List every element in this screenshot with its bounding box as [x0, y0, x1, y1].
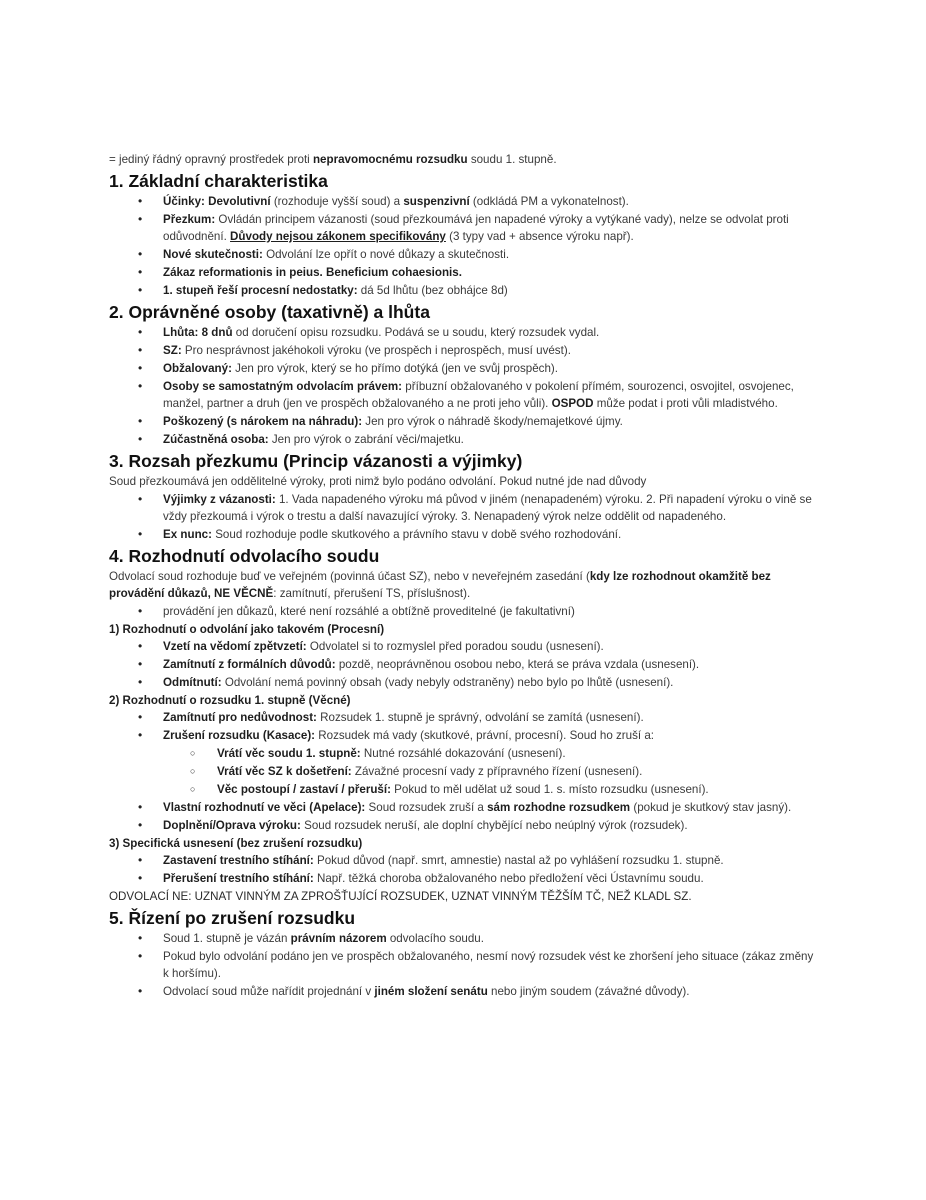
item-text: Odvolání nemá povinný obsah (vady nebyly odstraněny) nebo bylo po lhůtě (usnesení). — [221, 676, 674, 689]
item-text: Jen pro výrok o zabrání věci/majetku. — [268, 433, 464, 446]
intro-text-part: soudu 1. stupně. — [467, 153, 557, 166]
subheading-procedural: 1) Rozhodnutí o odvolání jako takovém (Procesní) — [109, 623, 385, 636]
item-text: Pro nesprávnost jakéhokoli výroku (ve prospěch i neprospěch, musí uvést). — [181, 344, 571, 357]
list-item — [163, 870, 821, 887]
paragraph-text: Odvolací soud rozhoduje buď ve veřejném (povinná účast SZ), nebo v neveřejném zasedání ( — [109, 570, 590, 583]
item-text: nebo jiným soudem (závažné důvody). — [487, 985, 690, 998]
item-text: (pokud je skutkový stav jasný). — [630, 801, 792, 814]
bold-term: kdy lze rozhodnout okamžitě bez provádění důkazů, NE VĚCNĚ — [109, 570, 771, 600]
list-item — [163, 342, 821, 359]
list-item — [163, 656, 821, 673]
item-text: Odvolatel si to rozmyslel před poradou soudu (usnesení). — [306, 640, 604, 653]
item-text: Pokud důvod (např. smrt, amnestie) nastal až po vyhlášení rozsudku 1. stupně. — [313, 854, 724, 867]
bold-term: Zamítnutí z formálních důvodů: — [163, 658, 336, 671]
list-item — [163, 727, 821, 798]
item-text: Odvolací soud může nařídit projednání v — [163, 985, 375, 998]
item-text: Soud rozsudek neruší, ale doplní chybějící nebo neúplný výrok (rozsudek). — [300, 819, 688, 832]
item-text: Soud rozsudek zruší a — [365, 801, 488, 814]
list-item — [163, 378, 821, 412]
section-4-list — [109, 603, 821, 620]
list-item — [163, 526, 821, 543]
list-item — [163, 948, 821, 982]
bold-term: Vrátí věc soudu 1. stupně: — [217, 747, 361, 760]
item-text: dá 5d lhůtu (bez obhájce 8d) — [357, 284, 508, 297]
nested-list-item — [217, 745, 821, 762]
list-item — [163, 638, 821, 655]
paragraph-text: : zamítnutí, přerušení TS, příslušnost). — [273, 587, 471, 600]
item-text: Jen pro výrok, který se ho přímo dotýká (jen ve svůj prospěch). — [231, 362, 558, 375]
item-text: Nutné rozsáhlé dokazování (usnesení). — [360, 747, 566, 760]
section-1-list — [109, 193, 821, 299]
item-text: 1. Vada napadeného výroku má původ v jiném (nenapadeném) výroku. 2. Při napadení výroku o vině se vždy přezkoumá i výrok o trestu a další navazující výroky. 3. Nenapadený výrok nelze oddělit od napadeného. — [163, 493, 812, 523]
bold-term: právním názorem — [290, 932, 387, 945]
intro-text — [109, 151, 821, 168]
caps-note: ODVOLACÍ NE: UZNAT VINNÝM ZA ZPROŠŤUJÍCÍ ROZSUDEK, UZNAT VINNÝM TĚŽŠÍM TČ, NEŽ KLADL SZ. — [109, 890, 692, 903]
section-3-paragraph: Soud přezkoumává jen oddělitelné výroky, proti nimž bylo podáno odvolání. Pokud nutné jde nad důvody — [109, 475, 647, 488]
bold-term: sám rozhodne rozsudkem — [487, 801, 631, 814]
list-item — [163, 193, 821, 210]
section-2-list — [109, 324, 821, 448]
item-text: Jen pro výrok o náhradě škody/nemajetkové újmy. — [362, 415, 623, 428]
item-text: příbuzní obžalovaného v pokolení přímém, sourozenci, osvojitel, osvojenec, manžel, partner a druh (jen ve prospěch obžalovaného a ne proti jeho vůli). — [163, 380, 794, 410]
item-text: Pokud to měl udělat už soud 1. s. místo rozsudku (usnesení). — [390, 783, 709, 796]
substantive-list — [109, 709, 821, 834]
section-3-list — [109, 491, 821, 543]
item-text: odvolacího soudu. — [386, 932, 484, 945]
list-item — [163, 817, 821, 834]
section-3-heading: 3. Rozsah přezkumu (Princip vázanosti a výjimky) — [109, 451, 523, 471]
bold-term: Zastavení trestního stíhání: — [163, 854, 314, 867]
item-text: Soud 1. stupně je vázán — [163, 932, 291, 945]
bold-term: Vzetí na vědomí zpětvzetí: — [163, 640, 307, 653]
list-item — [163, 246, 821, 263]
item-text: Odvolání lze opřít o nové důkazy a skutečnosti. — [262, 248, 510, 261]
bold-term: OSPOD — [551, 397, 594, 410]
bold-term: suspenzivní — [403, 195, 470, 208]
bold-term: SZ: — [163, 344, 182, 357]
bold-term: Zákaz reformationis in peius. Beneficium cohaesionis. — [163, 266, 462, 279]
item-text: Rozsudek 1. stupně je správný, odvolání se zamítá (usnesení). — [316, 711, 644, 724]
list-item — [163, 799, 821, 816]
list-item — [163, 282, 821, 299]
bold-term: jiném složení senátu — [374, 985, 488, 998]
nested-list-item — [217, 763, 821, 780]
item-text: Pokud bylo odvolání podáno jen ve prospěch obžalovaného, nesmí nový rozsudek vést ke zhoršení jeho situace (zákaz změny k horšímu). — [163, 950, 814, 980]
list-item — [163, 431, 821, 448]
item-text: Rozsudek má vady (skutkové, právní, procesní). Soud ho zruší a: — [315, 729, 654, 742]
bold-term: Lhůta: 8 dnů — [163, 326, 233, 339]
bold-term: 1. stupeň řeší procesní nedostatky: — [163, 284, 358, 297]
list-item — [163, 674, 821, 691]
bold-term: Doplnění/Oprava výroku: — [163, 819, 301, 832]
list-item — [163, 413, 821, 430]
bold-term: Vrátí věc SZ k došetření: — [217, 765, 352, 778]
bold-term: Vlastní rozhodnutí ve věci (Apelace): — [163, 801, 366, 814]
item-text: Soud rozhoduje podle skutkového a právního stavu v době svého rozhodování. — [211, 528, 622, 541]
specific-list — [109, 852, 821, 887]
list-item — [163, 930, 821, 947]
bold-term: Přerušení trestního stíhání: — [163, 872, 314, 885]
list-item — [163, 491, 821, 525]
underlined-term: Důvody nejsou zákonem specifikovány — [230, 230, 446, 243]
list-item — [163, 709, 821, 726]
section-4-paragraph — [109, 568, 821, 602]
subheading-substantive: 2) Rozhodnutí o rozsudku 1. stupně (Věcné) — [109, 694, 351, 707]
bold-term: Přezkum: — [163, 213, 216, 226]
bold-term: Obžalovaný: — [163, 362, 232, 375]
list-item — [163, 324, 821, 341]
list-item: • provádění jen důkazů, které není rozsáhlé a obtížně proveditelné (je fakultativní) — [163, 603, 821, 620]
item-text: Např. těžká choroba obžalovaného nebo předložení věci Ústavnímu soudu. — [313, 872, 704, 885]
nested-list — [163, 745, 821, 798]
intro-bold: nepravomocnému rozsudku — [312, 153, 468, 166]
item-text: Ovládán principem vázanosti (soud přezkoumává jen napadené výroky a vytýkané vady), nelze se odvolat proti odůvodnění. — [163, 213, 789, 243]
bold-term: Nové skutečnosti: — [163, 248, 263, 261]
bold-term: Ex nunc: — [163, 528, 212, 541]
subheading-specific: 3) Specifická usnesení (bez zrušení rozsudku) — [109, 837, 363, 850]
list-item — [163, 211, 821, 245]
nested-list-item — [217, 781, 821, 798]
section-1-heading: 1. Základní charakteristika — [109, 171, 328, 191]
bold-term: Věc postoupí / zastaví / přeruší: — [217, 783, 391, 796]
section-5-list — [109, 930, 821, 1000]
bold-term: Zúčastněná osoba: — [163, 433, 269, 446]
list-item — [163, 852, 821, 869]
bold-term: Zrušení rozsudku (Kasace): — [163, 729, 316, 742]
item-text: (rozhoduje vyšší soud) a — [270, 195, 404, 208]
bold-term: Účinky: Devolutivní — [163, 195, 271, 208]
bold-term: Odmítnutí: — [163, 676, 222, 689]
section-5-heading: 5. Řízení po zrušení rozsudku — [109, 908, 356, 928]
bold-term: Zamítnutí pro nedůvodnost: — [163, 711, 317, 724]
intro-text-part: = jediný řádný opravný prostředek proti — [109, 153, 313, 166]
bold-term: Poškozený (s nárokem na náhradu): — [163, 415, 363, 428]
item-text: pozdě, neoprávněnou osobou nebo, která se práva vzdala (usnesení). — [335, 658, 700, 671]
section-4-heading: 4. Rozhodnutí odvolacího soudu — [109, 546, 380, 566]
document-content — [109, 151, 821, 1001]
bold-term: Výjimky z vázanosti: — [163, 493, 276, 506]
item-text: Závažné procesní vady z přípravného řízení (usnesení). — [351, 765, 643, 778]
list-item — [163, 264, 821, 281]
item-text: může podat i proti vůli mladistvého. — [593, 397, 778, 410]
section-2-heading: 2. Oprávněné osoby (taxativně) a lhůta — [109, 302, 430, 322]
procedural-list — [109, 638, 821, 691]
item-text: (odkládá PM a vykonatelnost). — [469, 195, 629, 208]
item-text: (3 typy vad + absence výroku např). — [445, 230, 634, 243]
bold-term: Osoby se samostatným odvolacím právem: — [163, 380, 403, 393]
list-item — [163, 360, 821, 377]
item-text: od doručení opisu rozsudku. Podává se u soudu, který rozsudek vydal. — [232, 326, 600, 339]
list-item — [163, 983, 821, 1000]
